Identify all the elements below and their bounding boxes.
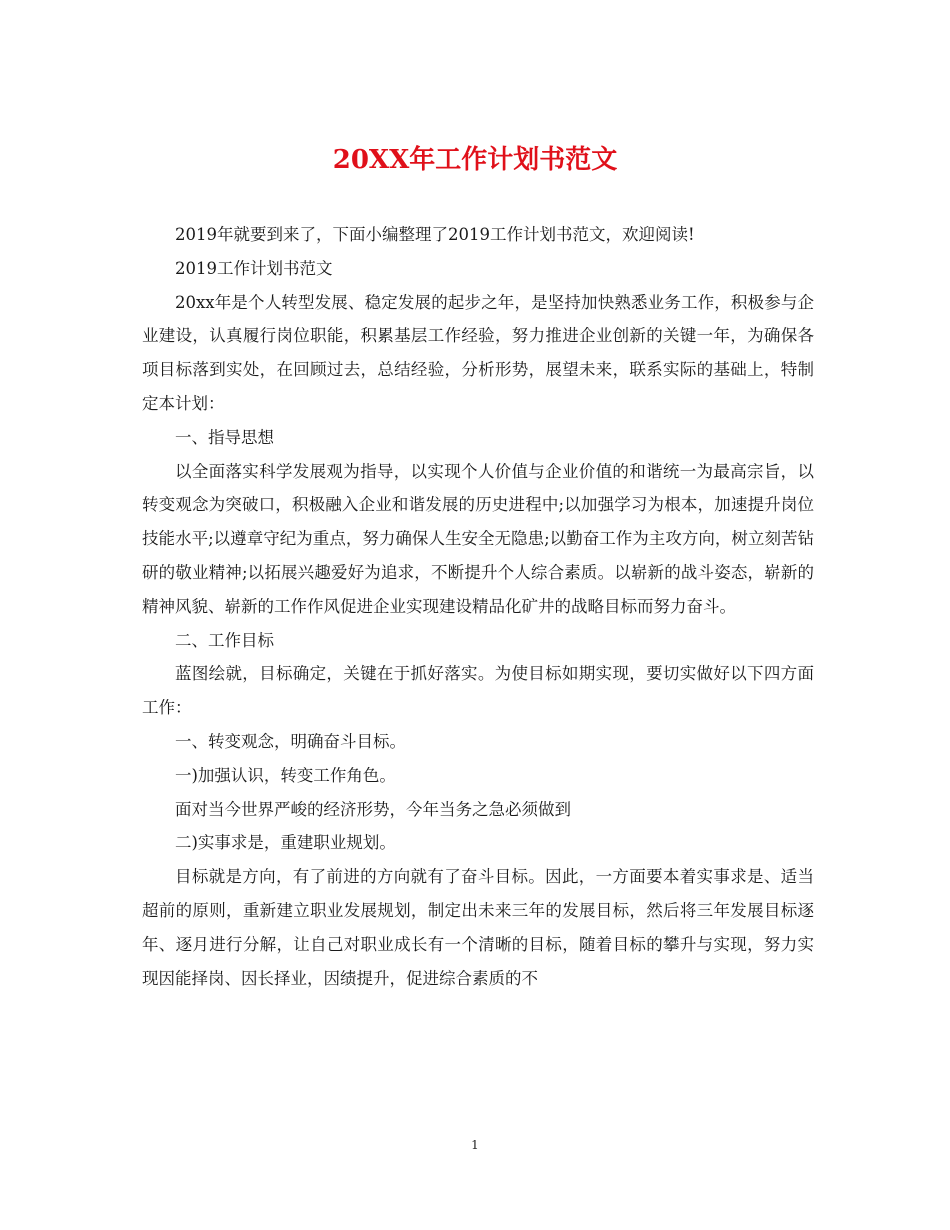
paragraph-career-planning: 目标就是方向，有了前进的方向就有了奋斗目标。因此，一方面要本着实事求是、适当超前的原则，重新建立职业发展规划，制定出未来三年的发展目标，然后将三年发展目标逐年、逐月进行分解，让自己对职业成长有一个清晰的目标，随着目标的攀升与实现，努力实现因能择岗、因长择业，因绩提升，促进综合素质的不 bbox=[142, 867, 814, 988]
paragraph-subtitle: 2019工作计划书范文 bbox=[175, 258, 333, 278]
heading-guiding-ideology: 一、指导思想 bbox=[175, 427, 274, 447]
heading-work-goals: 二、工作目标 bbox=[175, 630, 274, 650]
subheading-strengthen-awareness: 一)加强认识，转变工作角色。 bbox=[175, 765, 396, 785]
paragraph-work-goals: 蓝图绘就，目标确定，关键在于抓好落实。为使目标如期实现，要切实做好以下四方面工作： bbox=[142, 664, 814, 718]
page-number: 1 bbox=[471, 1138, 479, 1152]
paragraph-guiding-ideology: 以全面落实科学发展观为指导，以实现个人价值与企业价值的和谐统一为最高宗旨，以转变观念为突破口，积极融入企业和谐发展的历史进程中;以加强学习为根本，加速提升岗位技能水平;以遵章守纪为重点，努力确保人生安全无隐患;以勤奋工作为主攻方向，树立刻苦钻研的敬业精神;以拓展兴趣爱好为追求，不断提升个人综合素质。以崭新的战斗姿态，崭新的精神风貌、崭新的工作作风促进企业实现建设精品化矿井的战略目标而努力奋斗。 bbox=[142, 461, 814, 616]
paragraph-overview: 20xx年是个人转型发展、稳定发展的起步之年，是坚持加快熟悉业务工作，积极参与企业建设，认真履行岗位职能，积累基层工作经验，努力推进企业创新的关键一年，为确保各项目标落到实处，在回顾过去，总结经验，分析形势，展望未来，联系实际的基础上，特制定本计划： bbox=[142, 292, 814, 413]
document-title: 20XX年工作计划书范文 bbox=[332, 145, 618, 175]
subheading-career-planning: 二)实事求是，重建职业规划。 bbox=[175, 833, 396, 853]
subheading-change-concept: 一、转变观念，明确奋斗目标。 bbox=[175, 731, 406, 751]
paragraph-economic-situation: 面对当今世界严峻的经济形势，今年当务之急必须做到 bbox=[175, 799, 571, 819]
paragraph-intro: 2019年就要到来了，下面小编整理了2019工作计划书范文，欢迎阅读! bbox=[175, 225, 695, 244]
document-body bbox=[142, 218, 814, 995]
